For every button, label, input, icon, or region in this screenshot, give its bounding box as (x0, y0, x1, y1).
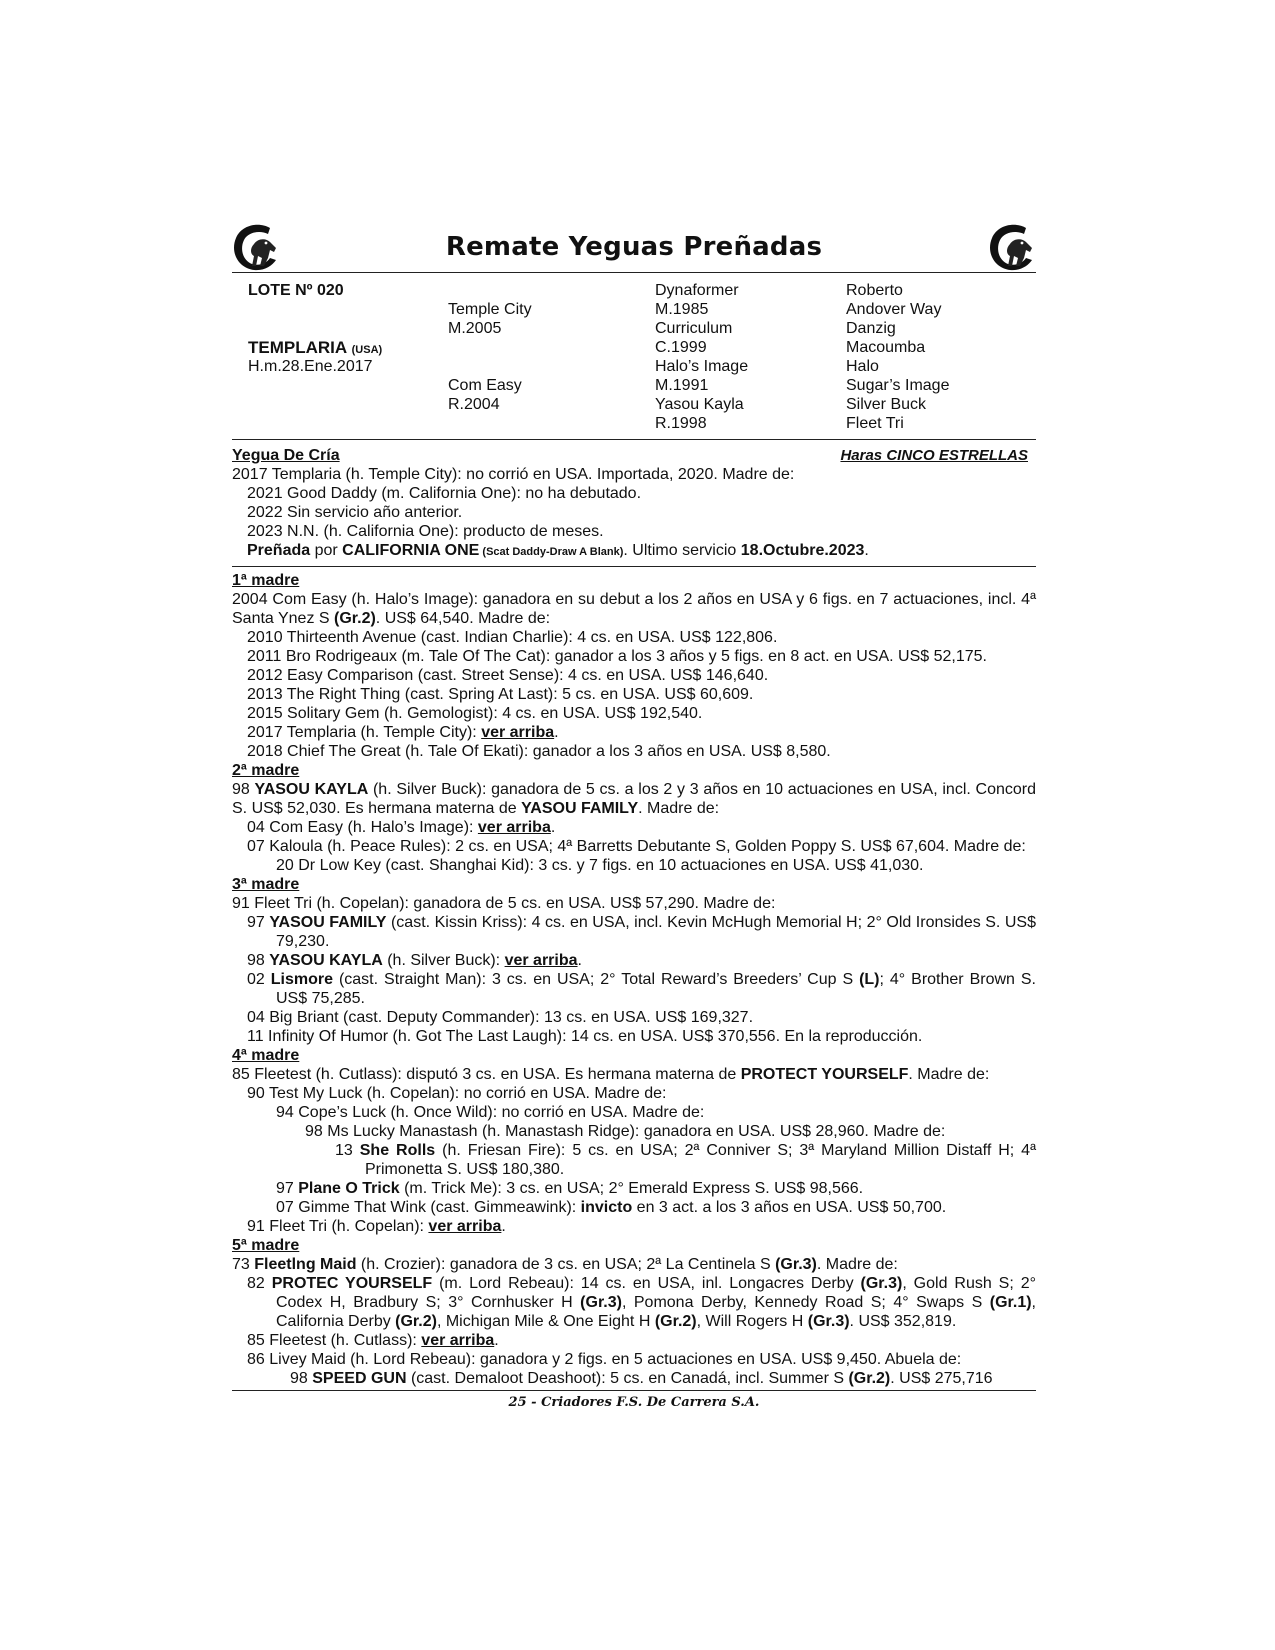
text-line: 94 Cope’s Luck (h. Once Wild): no corrió en USA. Madre de: (276, 1104, 705, 1121)
section-heading: Yegua De Cría Haras CINCO ESTRELLAS (232, 447, 1028, 464)
yegua-de-cria-section (232, 440, 1036, 567)
grandparent-entry: Yasou Kayla (655, 396, 744, 413)
section-heading: 1ª madre (232, 572, 300, 589)
text-line: 2021 Good Daddy (m. California One): no ha debutado. (247, 485, 642, 502)
text-line: 07 Kaloula (h. Peace Rules): 2 cs. en USA; 4ª Barretts Debutante S, Golden Poppy S. US$ 67,604. Madre de: (247, 838, 1026, 855)
great-grandparent-entry: Andover Way (846, 301, 942, 318)
text-line: 07 Gimme That Wink (cast. Gimmeawink): invicto en 3 act. a los 3 años en USA. US$ 50,700. (276, 1199, 947, 1216)
text-line: 04 Com Easy (h. Halo’s Image): ver arriba. (247, 819, 556, 836)
horse-head-logo-icon (986, 222, 1038, 274)
text-line: 2017 Templaria (h. Temple City): ver arriba. (247, 724, 559, 741)
dam-lines-section (232, 567, 1036, 1391)
great-grandparent-entry: Macoumba (846, 339, 926, 356)
haras-label: Haras CINCO ESTRELLAS (840, 447, 1028, 464)
text-line: 98 SPEED GUN (cast. Demaloot Deashoot): 5 cs. en Canadá, incl. Summer S (Gr.2). US$ 275,716 (290, 1370, 993, 1387)
text-line: 04 Big Briant (cast. Deputy Commander): 13 cs. en USA. US$ 169,327. (247, 1009, 754, 1026)
dam-name: Com Easy (448, 377, 522, 394)
grandparent-entry: M.1985 (655, 301, 709, 318)
text-line: 97 Plane O Trick (m. Trick Me): 3 cs. en USA; 2° Emerald Express S. US$ 98,566. (276, 1180, 864, 1197)
title-row (232, 222, 1036, 273)
sire-name: Temple City (448, 301, 532, 318)
page-footer: 25 - Criadores F.S. De Carrera S.A. (508, 1395, 760, 1410)
text-line: 2004 Com Easy (h. Halo’s Image): ganadora en su debut a los 2 años en USA y 6 figs. en 7 actuaciones, incl. 4ª Santa Ynez S (Gr.2). US$ 64,540. Madre de: (232, 591, 1036, 627)
text-line: 98 YASOU KAYLA (h. Silver Buck): ganadora de 5 cs. a los 2 y 3 años en 10 actuaciones en USA, incl. Concord S. US$ 52,030. Es hermana materna de YASOU FAMILY. Madre de: (232, 781, 1036, 817)
grandparent-entry: Dynaformer (655, 282, 739, 299)
text-line: 2022 Sin servicio año anterior. (247, 504, 463, 521)
great-grandparent-entry: Danzig (846, 320, 896, 337)
text-line: 97 YASOU FAMILY (cast. Kissin Kriss): 4 cs. en USA, incl. Kevin McHugh Memorial H; 2° Old Ironsides S. US$ 79,230. (247, 914, 1036, 950)
text-line: 02 Lismore (cast. Straight Man): 3 cs. en USA; 2° Total Reward’s Breeders’ Cup S (L); 4° Brother Brown S. US$ 75,285. (247, 971, 1036, 1007)
lot-number: LOTE Nº 020 (248, 282, 344, 299)
grandparent-entry: Curriculum (655, 320, 733, 337)
great-grandparent-entry: Halo (846, 358, 879, 375)
text-line: 13 She Rolls (h. Friesan Fire): 5 cs. en USA; 2ª Conniver S; 3ª Maryland Million Distaff H; 4ª Primonetta S. US$ 180,380. (335, 1142, 1037, 1178)
section-heading: 3ª madre (232, 876, 300, 893)
text-line: 91 Fleet Tri (h. Copelan): ganadora de 5 cs. en USA. US$ 57,290. Madre de: (232, 895, 776, 912)
text-line: 2018 Chief The Great (h. Tale Of Ekati): ganador a los 3 años en USA. US$ 8,580. (247, 743, 831, 760)
great-grandparent-entry: Sugar’s Image (846, 377, 950, 394)
text-line: 2011 Bro Rodrigeaux (m. Tale Of The Cat): ganador a los 3 años y 5 figs. en 8 act. en USA. US$ 52,175. (247, 648, 987, 665)
text-line: 2023 N.N. (h. California One): producto de meses. (247, 523, 604, 540)
text-line: 11 Infinity Of Humor (h. Got The Last Laugh): 14 cs. en USA. US$ 370,556. En la reproducción. (247, 1028, 923, 1045)
catalog-page (232, 222, 1036, 1410)
text-line: 2013 The Right Thing (cast. Spring At Last): 5 cs. en USA. US$ 60,609. (247, 686, 754, 703)
text-line: 86 Livey Maid (h. Lord Rebeau): ganadora y 2 figs. en 5 actuaciones en USA. US$ 9,450. Abuela de: (247, 1351, 962, 1368)
pedigree-table (232, 273, 1036, 440)
dam-info: R.2004 (448, 396, 500, 413)
text-line: 85 Fleetest (h. Cutlass): ver arriba. (247, 1332, 499, 1349)
text-line: 91 Fleet Tri (h. Copelan): ver arriba. (247, 1218, 506, 1235)
text-line: 2017 Templaria (h. Temple City): no corrió en USA. Importada, 2020. Madre de: (232, 466, 795, 483)
text-line: 73 Fleetlng Maid (h. Crozier): ganadora de 3 cs. en USA; 2ª La Centinela S (Gr.3). Madre de: (232, 1256, 898, 1273)
section-heading: 5ª madre (232, 1237, 300, 1254)
text-line: 98 Ms Lucky Manastash (h. Manastash Ridge): ganadora en USA. US$ 28,960. Madre de: (305, 1123, 946, 1140)
grandparent-entry: C.1999 (655, 339, 707, 356)
text-line: 98 YASOU KAYLA (h. Silver Buck): ver arriba. (247, 952, 582, 969)
great-grandparent-entry: Roberto (846, 282, 903, 299)
text-line: 85 Fleetest (h. Cutlass): disputó 3 cs. en USA. Es hermana materna de PROTECT YOURSELF. Madre de: (232, 1066, 990, 1083)
horse-info: H.m.28.Ene.2017 (248, 358, 373, 375)
sire-info: M.2005 (448, 320, 502, 337)
section-heading: 2ª madre (232, 762, 300, 779)
horse-name: TEMPLARIA (USA) (248, 338, 383, 357)
text-line: 82 PROTEC YOURSELF (m. Lord Rebeau): 14 cs. en USA, inl. Longacres Derby (Gr.3), Gold Rush S; 2° Codex H, Bradbury S; 3° Cornhusker H (Gr.3), Pomona Derby, Kennedy Road S; 4° Swaps S (Gr.1), California Derby (Gr.2), Michigan Mile & One Eight H (Gr.2), Will Rogers H (Gr.3). US$ 352,819. (247, 1275, 1037, 1330)
text-line: 20 Dr Low Key (cast. Shanghai Kid): 3 cs. y 7 figs. en 10 actuaciones en USA. US$ 41,030. (276, 857, 924, 874)
text-line: 90 Test My Luck (h. Copelan): no corrió en USA. Madre de: (247, 1085, 667, 1102)
great-grandparent-entry: Silver Buck (846, 396, 927, 413)
section-heading: 4ª madre (232, 1047, 300, 1064)
grandparent-entry: R.1998 (655, 415, 707, 432)
grandparent-entry: Halo’s Image (655, 358, 749, 375)
grandparent-entry: M.1991 (655, 377, 709, 394)
text-line: 2012 Easy Comparison (cast. Street Sense): 4 cs. en USA. US$ 146,640. (247, 667, 769, 684)
text-line: 2010 Thirteenth Avenue (cast. Indian Charlie): 4 cs. en USA. US$ 122,806. (247, 629, 778, 646)
great-grandparent-entry: Fleet Tri (846, 415, 904, 432)
page-title: Remate Yeguas Preñadas (445, 232, 823, 262)
text-line: 2015 Solitary Gem (h. Gemologist): 4 cs. en USA. US$ 192,540. (247, 705, 703, 722)
pregnancy-line: Preñada por CALIFORNIA ONE (Scat Daddy-Draw A Blank). Ultimo servicio 18.Octubre.2023. (247, 542, 869, 559)
